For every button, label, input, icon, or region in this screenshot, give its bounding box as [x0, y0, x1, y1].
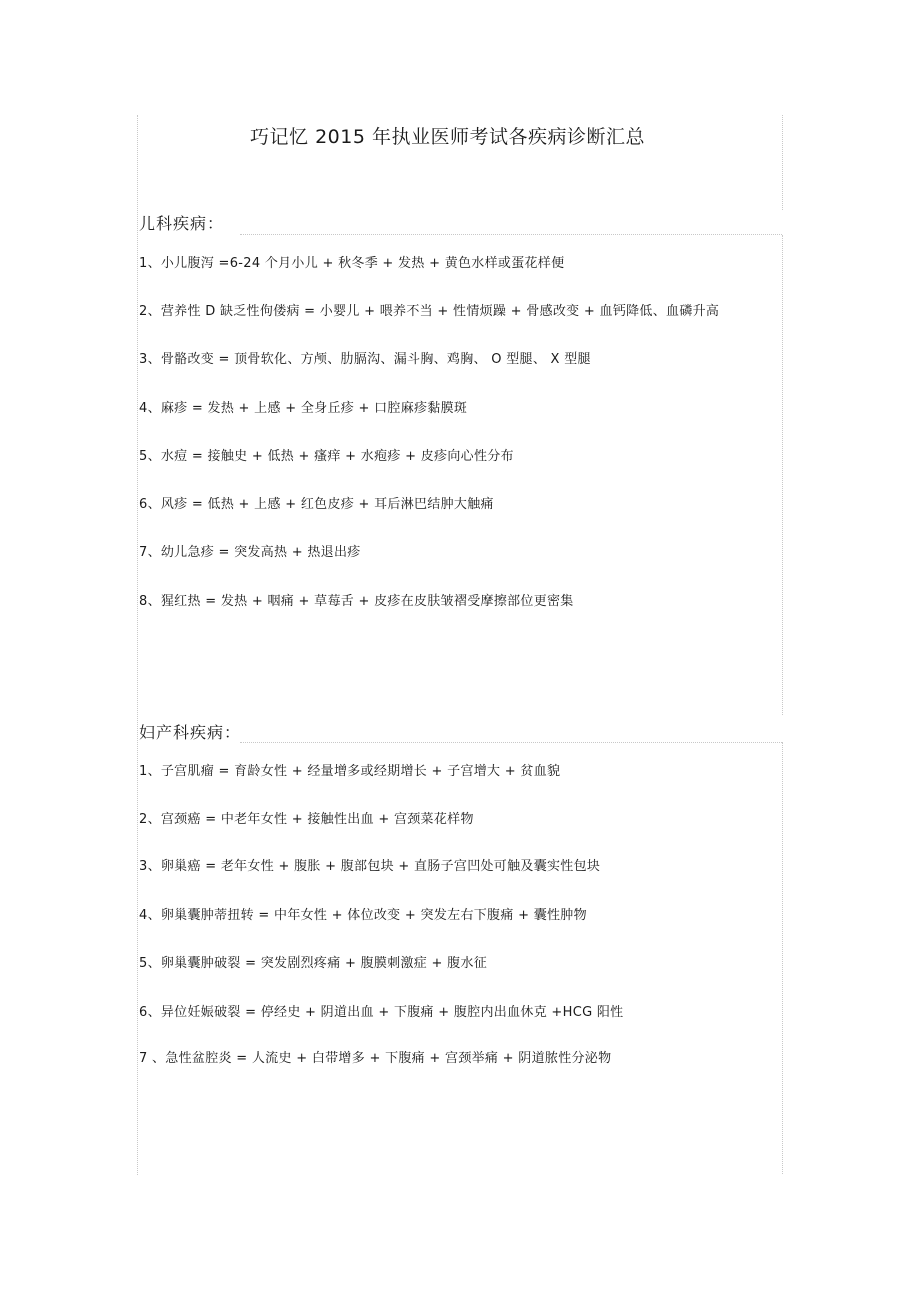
section-heading-pediatrics: 儿科疾病：	[139, 214, 225, 233]
list-item: 1、子宫肌瘤 = 育龄女性 + 经量增多或经期增长 + 子宫增大 + 贫血貌	[139, 764, 561, 779]
page-guide-right-middle	[782, 235, 783, 715]
list-item: 2、营养性 D 缺乏性佝偻病 = 小婴儿 + 喂养不当 + 性情烦躁 + 骨感改变 + 血钙降低、血磷升高	[139, 304, 720, 319]
list-item: 5、卵巢囊肿破裂 = 突发剧烈疼痛 + 腹膜刺激症 + 腹水征	[139, 956, 488, 971]
section-heading-obgyn: 妇产科疾病：	[139, 723, 242, 742]
section-divider-pediatrics	[240, 234, 782, 235]
list-item: 5、水痘 = 接触史 + 低热 + 瘙痒 + 水疱疹 + 皮疹向心性分布	[139, 449, 514, 464]
list-item: 2、宫颈癌 = 中老年女性 + 接触性出血 + 宫颈菜花样物	[139, 812, 474, 827]
list-item: 1、小儿腹泻 =6-24 个月小儿 + 秋冬季 + 发热 + 黄色水样或蛋花样便	[139, 256, 565, 271]
list-item: 4、卵巢囊肿蒂扭转 = 中年女性 + 体位改变 + 突发左右下腹痛 + 囊性肿物	[139, 908, 587, 923]
list-item: 6、异位妊娠破裂 = 停经史 + 阴道出血 + 下腹痛 + 腹腔内出血休克 +HCG 阳性	[139, 1005, 624, 1020]
page-title: 巧记忆 2015 年执业医师考试各疾病诊断汇总	[250, 126, 645, 148]
list-item: 8、猩红热 = 发热 + 咽痛 + 草莓舌 + 皮疹在皮肤皱褶受摩擦部位更密集	[139, 594, 574, 609]
list-item: 3、骨骼改变 = 顶骨软化、方颅、肋膈沟、漏斗胸、鸡胸、 O 型腿、 X 型腿	[139, 352, 591, 367]
list-item: 7、幼儿急疹 = 突发高热 + 热退出疹	[139, 545, 361, 560]
page-guide-right-bottom	[782, 742, 783, 1174]
section-divider-obgyn	[240, 742, 782, 743]
list-item: 4、麻疹 = 发热 + 上感 + 全身丘疹 + 口腔麻疹黏膜斑	[139, 401, 468, 416]
list-item: 3、卵巢癌 = 老年女性 + 腹胀 + 腹部包块 + 直肠子宫凹处可触及囊实性包块	[139, 859, 601, 874]
list-item: 6、风疹 = 低热 + 上感 + 红色皮疹 + 耳后淋巴结肿大触痛	[139, 497, 494, 512]
page-guide-left	[137, 115, 138, 1175]
list-item: 7 、急性盆腔炎 = 人流史 + 白带增多 + 下腹痛 + 宫颈举痛 + 阴道脓性分泌物	[139, 1051, 612, 1066]
